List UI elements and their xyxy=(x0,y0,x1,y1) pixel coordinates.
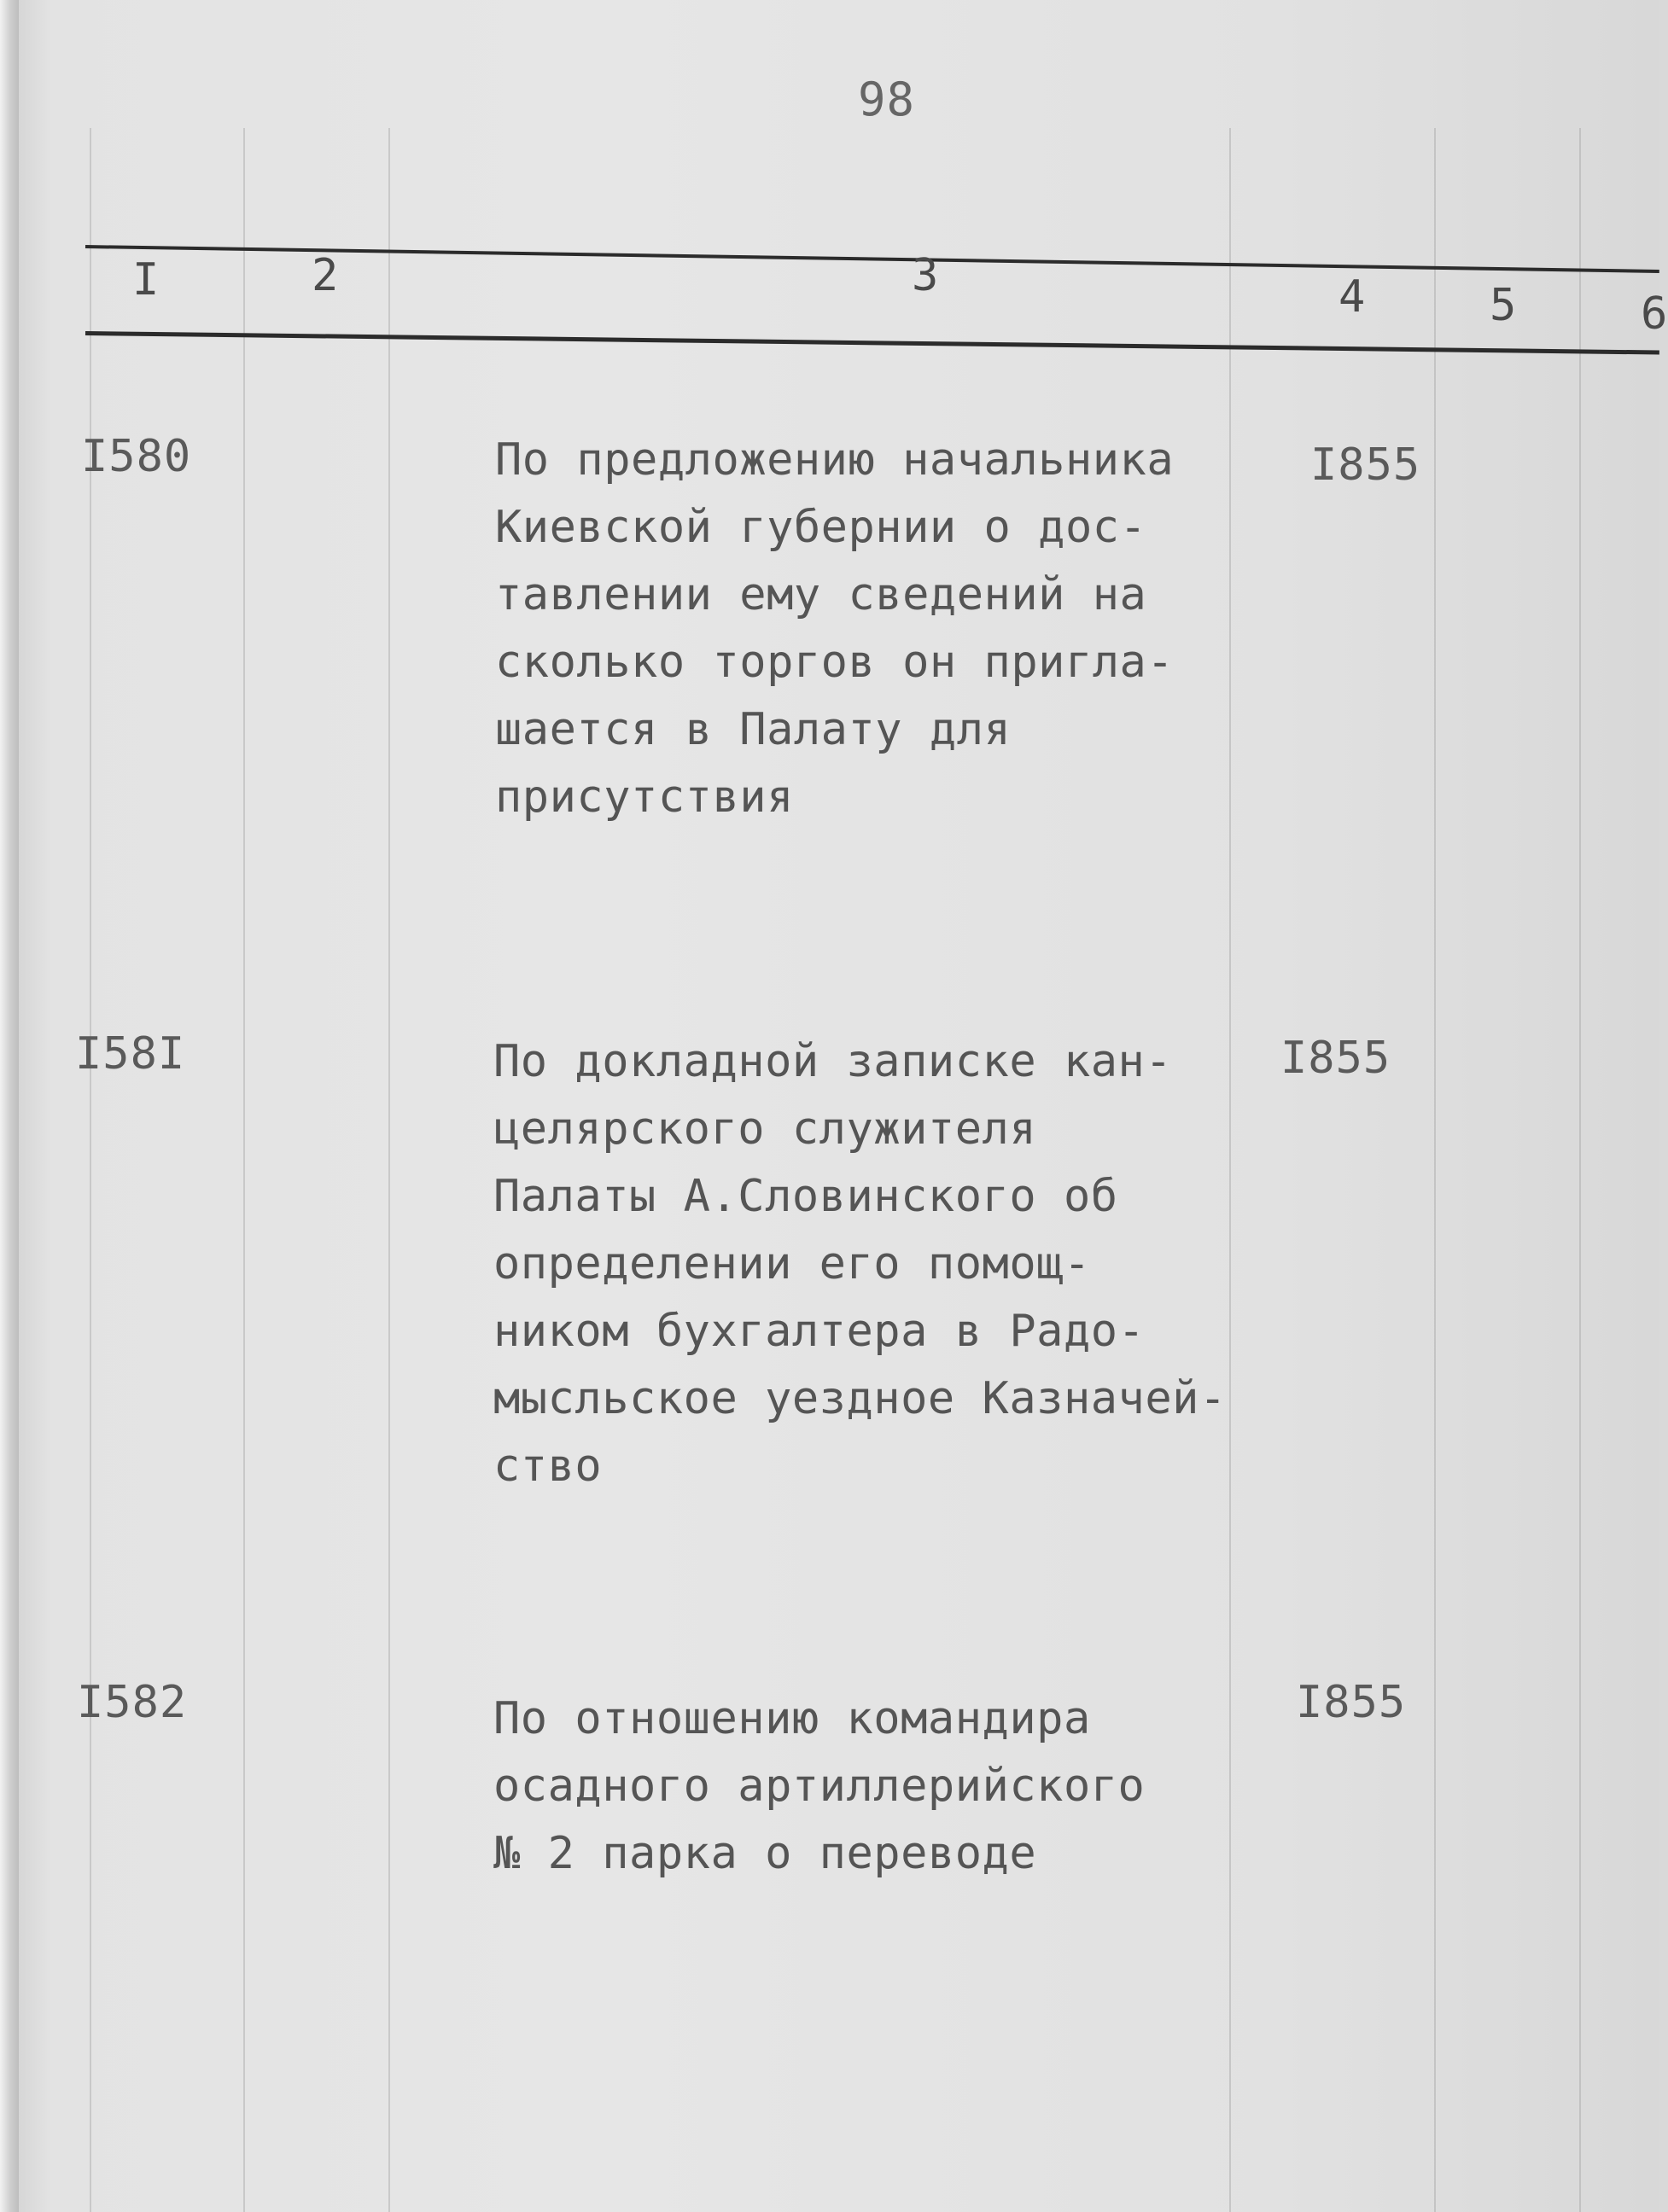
description-line: сколько торгов он пригла- xyxy=(495,637,1175,688)
column-header-4: 4 xyxy=(1338,271,1367,323)
description-line: мысльское уездное Казначей- xyxy=(493,1373,1227,1424)
description-line: По отношению командира xyxy=(493,1693,1091,1744)
column-rule xyxy=(1229,128,1231,2212)
column-header-3: 3 xyxy=(912,250,940,301)
column-header-5: 5 xyxy=(1490,280,1518,331)
column-header-2: 2 xyxy=(312,250,340,301)
column-header-1: I xyxy=(132,254,160,306)
description-line: По предложению начальника xyxy=(495,434,1175,486)
column-header-6: 6 xyxy=(1641,288,1668,340)
description-line: № 2 парка о переводе xyxy=(493,1828,1037,1879)
column-rule xyxy=(388,128,390,2212)
page-number: 98 xyxy=(858,73,916,126)
description-line: Киевской губернии о дос- xyxy=(495,502,1147,553)
entry-year: I855 xyxy=(1296,1677,1407,1728)
entry-number: I582 xyxy=(77,1677,188,1728)
entry-year: I855 xyxy=(1310,439,1421,491)
description-line: ство xyxy=(493,1441,603,1492)
description-line: определении его помощ- xyxy=(493,1238,1091,1289)
page-binding-edge xyxy=(0,0,19,2212)
description-line: целярского служителя xyxy=(493,1103,1037,1155)
description-line: ником бухгалтера в Радо- xyxy=(493,1306,1146,1357)
column-rule xyxy=(243,128,245,2212)
column-rule xyxy=(1579,128,1581,2212)
description-line: шается в Палату для xyxy=(495,704,1012,755)
description-line: присутствия xyxy=(495,771,794,823)
description-line: Палаты А.Словинского об xyxy=(493,1171,1118,1222)
entry-year: I855 xyxy=(1280,1033,1391,1084)
entry-number: I58I xyxy=(75,1028,186,1080)
description-line: тавлении ему сведений на xyxy=(495,569,1147,620)
header-bottom-rule xyxy=(85,331,1659,355)
entry-number: I580 xyxy=(81,431,192,482)
description-line: осадного артиллерийского xyxy=(493,1761,1146,1812)
description-line: По докладной записке кан- xyxy=(493,1036,1173,1087)
column-rule xyxy=(1434,128,1436,2212)
